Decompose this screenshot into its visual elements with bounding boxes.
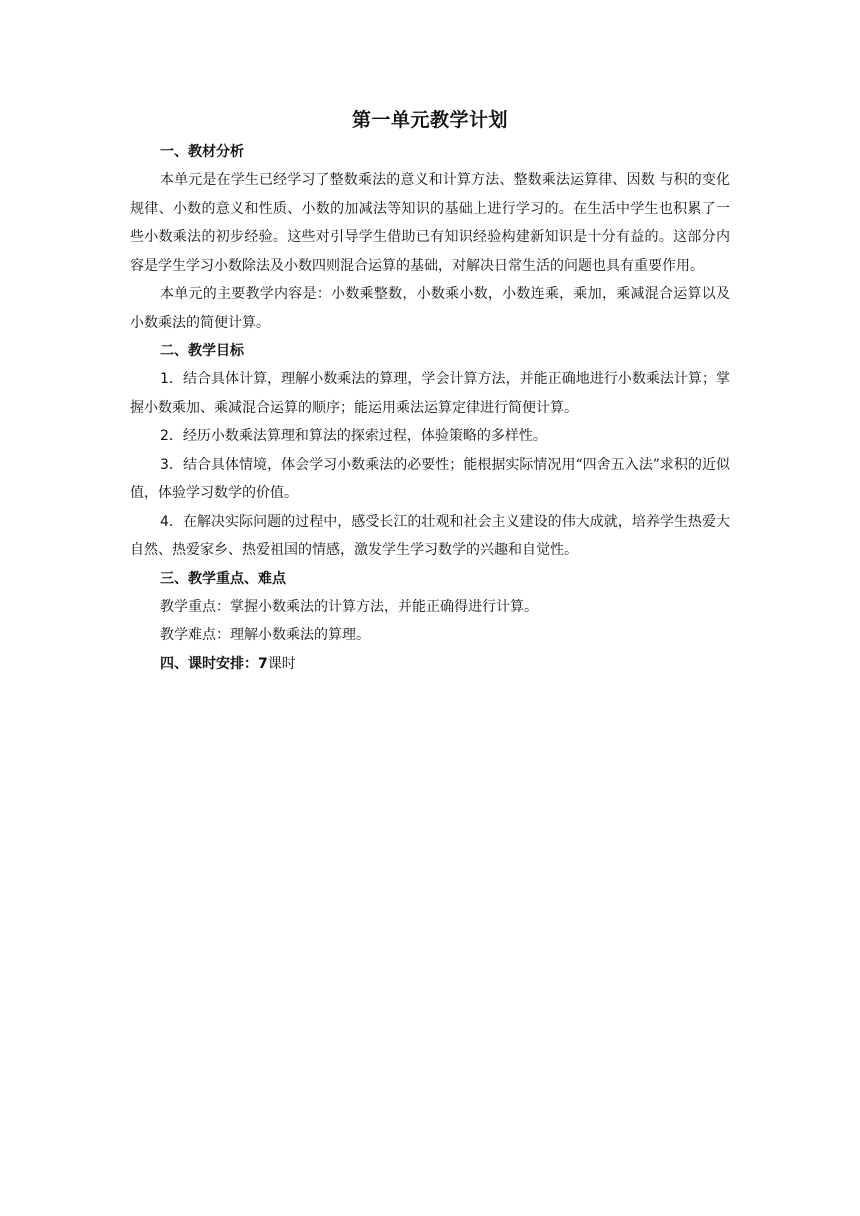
goal-item-text: 结合具体情境，体会学习小数乘法的必要性；能根据实际情况用“四舍五入法”求积的近似值，体验学习数学的价值。	[130, 456, 730, 501]
goal-item-text: 在解决实际问题的过程中，感受长江的壮观和社会主义建设的伟大成就，培养学生热爱大自然、热爱家乡、热爱祖国的情感，激发学生学习数学的兴趣和自觉性。	[130, 513, 730, 558]
document-title: 第一单元教学计划	[351, 109, 508, 131]
goal-item-number: 3．	[160, 456, 183, 473]
goal-item-number: 2．	[160, 428, 183, 444]
section-heading-goals: 二、教学目标	[160, 343, 244, 359]
difficulty-line: 教学难点：理解小数乘法的算理。	[160, 627, 370, 643]
analysis-paragraph-2: 本单元的主要教学内容是：小数乘整数，小数乘小数，小数连乘，乘加，乘减混合运算以及小数乘法的简便计算。	[130, 286, 730, 331]
goal-item-number: 1．	[160, 371, 183, 387]
section-heading-schedule	[130, 650, 730, 678]
section-heading-focus: 三、教学重点、难点	[160, 570, 286, 587]
goal-item-text: 经历小数乘法算理和算法的探索过程，体验策略的多样性。	[182, 428, 547, 444]
goal-item-2	[130, 422, 730, 451]
key-point-line: 教学重点：掌握小数乘法的计算方法，并能正确得进行计算。	[160, 598, 538, 615]
section-heading-analysis: 一、教材分析	[160, 144, 244, 160]
schedule-hours-number: 7	[258, 655, 268, 672]
goal-item-number: 4．	[160, 513, 183, 530]
analysis-paragraph-1: 本单元是在学生已经学习了整数乘法的意义和计算方法、整数乘法运算律、因数 与积的变化规律、小数的意义和性质、小数的加减法等知识的基础上进行学习的。在生活中学生也积累了一些小数乘法的初步经验。这些对引导学生借助已有知识经验构建新知识是十分有益的。这部分内容是学生学习小数除法及小数四则混合运算的基础，对解决日常生活的问题也具有重要作用。	[130, 172, 730, 274]
schedule-heading-label: 四、课时安排：	[160, 655, 258, 672]
goal-item-4	[130, 508, 730, 565]
document-body	[130, 104, 730, 678]
goal-item-text: 结合具体计算，理解小数乘法的算理，学会计算方法，并能正确地进行小数乘法计算；掌握小数乘加、乘减混合运算的顺序；能运用乘法运算定律进行简便计算。	[130, 371, 730, 416]
schedule-hours-unit: 课时	[267, 655, 296, 672]
goal-item-3	[130, 451, 730, 508]
goal-item-1	[130, 365, 730, 422]
